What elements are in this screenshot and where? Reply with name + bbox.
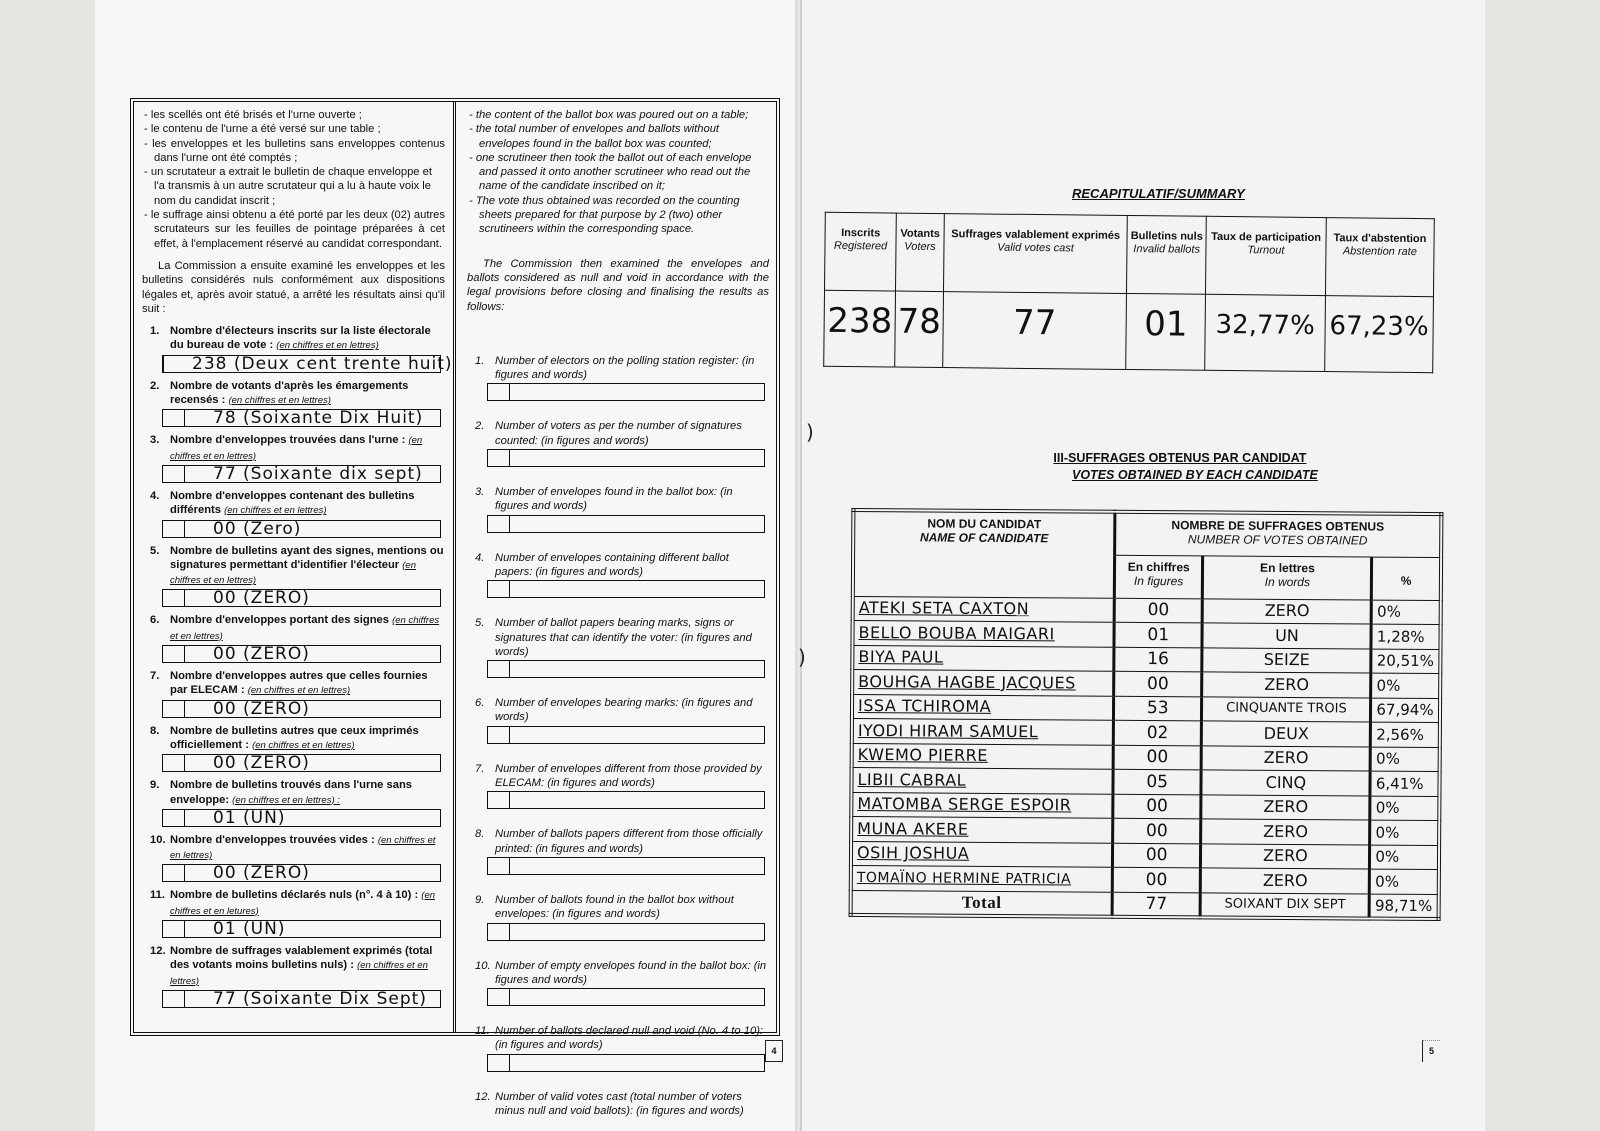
item-label: Number of envelopes found in the ballot box: (in figures and words)	[495, 486, 733, 513]
handwritten-answer: 238 (Deux cent trente huit)	[192, 353, 453, 374]
value-voters: 78	[895, 291, 944, 367]
votes-figures: 00	[1113, 818, 1202, 843]
header-turnout: Taux de participation Turnout	[1206, 216, 1326, 295]
item-label: Number of envelopes containing different ballot papers: (in figures and words)	[495, 551, 729, 578]
answer-field[interactable]	[487, 660, 765, 678]
votes-figures: 00	[1114, 598, 1203, 623]
form-item-2	[467, 419, 769, 467]
handwritten-answer: 78 (Soixante Dix Huit)	[213, 408, 424, 429]
form-item-4	[142, 489, 445, 538]
item-label: Number of envelopes different from those provided by ELECAM: (in figures and words)	[495, 762, 762, 790]
form-item-6	[467, 696, 769, 744]
votes-percent: 67,94%	[1371, 698, 1440, 723]
answer-box	[163, 410, 185, 426]
item-number: 12.	[475, 1090, 491, 1103]
item-number: 11.	[150, 889, 165, 902]
answer-field[interactable]	[487, 726, 765, 744]
votes-figures: 53	[1113, 696, 1202, 721]
form-item-11	[142, 888, 445, 938]
item-label: Number of ballots declared null and void (No. 4 to 10): (in figures and words)	[495, 1025, 764, 1052]
item-label: Nombre de suffrages valablement exprimés (total des votants moins bulletins nuls) : (en chiffres et en lettres)	[170, 944, 433, 987]
item-number: 7.	[475, 762, 485, 775]
item-label: Nombre de bulletins trouvés dans l'urne sans enveloppe: (en chiffres et en lettres) :	[170, 779, 413, 806]
item-number: 3.	[150, 434, 160, 447]
answer-field[interactable]	[162, 754, 441, 772]
commission-paragraph: The Commission then examined the envelopes and ballots considered as null and void in accordance with the legal provisions before closing and finalising the results as follows:	[467, 257, 769, 313]
form-item-2	[142, 379, 445, 428]
handwritten-answer: 00 (ZERO)	[213, 863, 310, 884]
votes-words: ZERO	[1202, 745, 1371, 771]
answer-box	[488, 924, 510, 940]
handwritten-answer: 01 (UN)	[213, 807, 286, 828]
votes-words: CINQUANTE TROIS	[1202, 696, 1371, 722]
header-votes-obtained: NOMBRE DE SUFFRAGES OBTENUS NUMBER OF VOTES OBTAINED	[1115, 512, 1442, 558]
document-spread	[95, 0, 1485, 1131]
votes-words: ZERO	[1203, 598, 1372, 624]
margin-mark: )	[798, 645, 806, 669]
item-number: 11.	[475, 1025, 490, 1038]
answer-box	[488, 384, 510, 400]
results-form-frame	[130, 98, 780, 1117]
handwritten-answer: 00 (Zero)	[213, 518, 302, 539]
form-item-1	[142, 324, 453, 374]
empty-answer	[510, 581, 764, 597]
total-figures: 77	[1112, 892, 1201, 917]
answer-box	[488, 516, 510, 532]
answer-box	[163, 991, 185, 1007]
item-label: Nombre d'enveloppes trouvées dans l'urne : (en chiffres et en lettres)	[170, 434, 423, 462]
procedure-step: - les scellés ont été brisés et l'urne ouverte ;	[142, 108, 445, 122]
item-number: 9.	[150, 779, 160, 792]
votes-words: DEUX	[1202, 721, 1371, 747]
item-label: Nombre de bulletins déclarés nuls (n°. 4 à 10) : (en chiffres et en letures)	[170, 889, 436, 917]
total-label: Total	[851, 890, 1113, 916]
answer-box	[488, 792, 510, 808]
left-page	[95, 0, 800, 1131]
answer-box	[163, 646, 185, 662]
total-words: SOIXANT DIX SEPT	[1201, 892, 1370, 918]
item-label: Number of ballots found in the ballot box without envelopes: (in figures and words)	[495, 893, 734, 921]
item-label: Nombre d'enveloppes portant des signes (en chiffres et en lettres)	[170, 614, 440, 642]
form-item-3	[142, 433, 445, 483]
votes-figures: 01	[1114, 622, 1203, 647]
value-turnout: 32,77%	[1205, 294, 1325, 371]
form-item-1	[467, 354, 769, 402]
votes-percent: 2,56%	[1371, 722, 1440, 747]
form-item-7	[467, 762, 769, 810]
answer-box	[488, 858, 510, 874]
header-registered: Inscrits Registered	[825, 212, 897, 291]
value-invalid-ballots: 01	[1126, 293, 1206, 370]
answer-field[interactable]	[487, 857, 765, 875]
empty-answer	[510, 450, 764, 466]
candidate-name: BELLO BOUBA MAIGARI	[852, 620, 1114, 646]
votes-words: ZERO	[1201, 843, 1370, 869]
item-label: Nombre de bulletins autres que ceux imprimés officiellement : (en chiffres et en lettres)	[170, 724, 419, 751]
candidate-name: MUNA AKERE	[851, 816, 1113, 842]
candidate-name: BIYA PAUL	[852, 645, 1114, 671]
answer-field[interactable]	[162, 700, 441, 718]
header-invalid-ballots: Bulletins nuls Invalid ballots	[1127, 215, 1207, 294]
answer-field[interactable]	[162, 864, 441, 882]
answer-box	[488, 1055, 510, 1071]
form-item-11	[467, 1024, 769, 1072]
answer-box	[488, 450, 510, 466]
item-number: 9.	[475, 893, 485, 906]
item-number: 12.	[150, 944, 166, 957]
procedure-step: - The vote thus obtained was recorded on the counting sheets prepared for that purpose by 2 (two) other scrutineers within the corresponding space.	[467, 194, 769, 237]
empty-answer	[510, 727, 764, 743]
candidate-name: ISSA TCHIROMA	[852, 694, 1114, 720]
item-number: 10.	[150, 833, 166, 846]
procedure-step: - les enveloppes et les bulletins sans enveloppes contenus dans l'urne ont été comptés ;	[142, 137, 445, 166]
answer-field[interactable]	[487, 791, 765, 809]
votes-figures: 02	[1113, 720, 1202, 745]
votes-percent: 6,41%	[1370, 771, 1439, 796]
answer-field[interactable]	[162, 809, 441, 827]
item-number: 6.	[475, 697, 485, 710]
empty-answer	[510, 1055, 764, 1071]
item-label: Number of electors on the polling station register: (in figures and words)	[495, 354, 755, 382]
item-number: 1.	[475, 354, 485, 367]
empty-answer	[510, 858, 764, 874]
answer-box	[163, 921, 185, 937]
votes-percent: 0%	[1370, 845, 1439, 870]
form-item-3	[467, 485, 769, 533]
procedure-step: - the total number of envelopes and ballots without envelopes found in the ballot box was counted;	[467, 122, 769, 151]
answer-field[interactable]	[487, 383, 765, 401]
votes-words: ZERO	[1201, 819, 1370, 845]
header-abstention: Taux d'abstention Abstention rate	[1325, 218, 1434, 297]
votes-percent: 0%	[1370, 869, 1439, 894]
form-item-12	[142, 944, 445, 1008]
item-label: Number of envelopes bearing marks: (in figures and words)	[495, 697, 753, 724]
candidates-table	[849, 508, 1444, 921]
answer-box	[163, 590, 185, 606]
total-percent: 98,71%	[1369, 894, 1438, 919]
page-number: 4	[765, 1040, 783, 1062]
value-registered: 238	[824, 290, 896, 367]
candidate-name: MATOMBA SERGE ESPOIR	[851, 792, 1113, 818]
value-valid-votes: 77	[943, 292, 1127, 370]
answer-box	[163, 865, 185, 881]
item-number: 4.	[150, 489, 160, 502]
answer-field[interactable]	[487, 449, 765, 467]
empty-answer	[510, 516, 764, 532]
form-item-8	[142, 724, 445, 773]
votes-percent: 1,28%	[1371, 624, 1440, 649]
item-number: 7.	[150, 670, 160, 683]
answer-field[interactable]	[162, 645, 441, 663]
answer-field[interactable]	[162, 920, 441, 938]
empty-answer	[510, 661, 764, 677]
answer-field[interactable]	[487, 923, 765, 941]
item-number: 5.	[150, 544, 160, 557]
english-column	[459, 102, 777, 1117]
answer-field[interactable]	[162, 353, 453, 374]
form-item-9	[467, 893, 769, 941]
item-number: 1.	[150, 325, 160, 338]
header-in-words: En lettres In words	[1203, 556, 1372, 599]
item-label: Nombre de bulletins ayant des signes, mentions ou signatures permettant d'identifier l'électeur (en chiffres et en lettres)	[170, 544, 444, 587]
section-title: III-SUFFRAGES OBTENUS PAR CANDIDAT VOTES OBTAINED BY EACH CANDIDATE	[1053, 451, 1318, 482]
candidate-name: BOUHGA HAGBE JACQUES	[852, 669, 1114, 695]
french-items	[142, 324, 453, 1009]
form-item-10	[467, 959, 769, 1007]
handwritten-answer: 77 (Soixante Dix Sept)	[213, 988, 427, 1009]
handwritten-answer: 00 (ZERO)	[213, 698, 310, 719]
item-label: Number of empty envelopes found in the ballot box: (in figures and words)	[495, 959, 767, 986]
candidate-name: OSIH JOSHUA	[851, 841, 1113, 867]
form-item-9	[142, 778, 445, 827]
item-label: Nombre de votants d'après les émargements recensés : (en chiffres et en lettres)	[170, 379, 409, 407]
answer-box	[163, 466, 185, 482]
answer-box	[163, 521, 185, 537]
header-candidate-name: NOM DU CANDIDAT NAME OF CANDIDATE	[853, 510, 1115, 598]
answer-field[interactable]	[487, 580, 765, 598]
french-procedure-list	[142, 108, 445, 251]
english-items	[467, 354, 769, 1118]
header-percent: %	[1372, 558, 1441, 601]
header-in-figures: En chiffres In figures	[1114, 556, 1203, 599]
item-number: 2.	[150, 379, 160, 392]
summary-title: RECAPITULATIF/SUMMARY	[1072, 186, 1245, 201]
answer-field[interactable]	[487, 1054, 765, 1072]
answer-box	[163, 810, 185, 826]
form-item-12	[467, 1090, 769, 1119]
right-page	[800, 0, 1485, 1131]
item-number: 6.	[150, 614, 160, 627]
answer-box	[488, 661, 510, 677]
votes-words: ZERO	[1201, 794, 1370, 820]
header-voters: Votants Voters	[896, 213, 945, 291]
item-label: Nombre d'enveloppes trouvées vides : (en chiffres et en lettres)	[170, 833, 436, 862]
handwritten-answer: 00 (ZERO)	[213, 588, 310, 609]
votes-words: SEIZE	[1202, 647, 1371, 673]
answer-field[interactable]	[162, 520, 441, 538]
votes-figures: 00	[1113, 745, 1202, 770]
votes-percent: 0%	[1371, 673, 1440, 698]
english-procedure-list	[467, 108, 769, 237]
answer-field[interactable]	[162, 990, 441, 1008]
item-number: 3.	[475, 486, 485, 499]
answer-field[interactable]	[162, 409, 441, 427]
procedure-step: - one scrutineer then took the ballot out of each envelope and passed it onto another scrutineer who read out the name of the candidate inscribed on it;	[467, 151, 769, 194]
summary-table	[823, 212, 1435, 373]
votes-words: ZERO	[1201, 868, 1370, 894]
form-item-8	[467, 827, 769, 875]
handwritten-answer: 01 (UN)	[213, 918, 286, 939]
answer-field[interactable]	[162, 465, 441, 483]
item-number: 10.	[475, 959, 491, 972]
answer-box	[488, 989, 510, 1005]
form-item-5	[142, 544, 445, 608]
votes-words: CINQ	[1201, 770, 1370, 796]
votes-words: UN	[1202, 623, 1371, 649]
empty-answer	[510, 384, 764, 400]
votes-percent: 0%	[1370, 747, 1439, 772]
handwritten-answer: 00 (ZERO)	[213, 644, 310, 665]
answer-box	[163, 701, 185, 717]
item-label: Nombre d'électeurs inscrits sur la liste électorale du bureau de vote : (en chiffres et en lettres)	[170, 325, 431, 352]
french-column	[134, 102, 456, 1032]
votes-percent: 0%	[1370, 820, 1439, 845]
votes-figures: 05	[1113, 769, 1202, 794]
candidate-name: KWEMO PIERRE	[852, 743, 1114, 769]
total-row	[851, 890, 1439, 919]
commission-paragraph: La Commission a ensuite examiné les enveloppes et les bulletins considérés nuls conformément aux dispositions légales et, après avoir statué, a arrêté les résultats ainsi qu'il suit :	[142, 259, 445, 315]
procedure-step: - le contenu de l'urne a été versé sur une table ;	[142, 122, 445, 136]
votes-figures: 00	[1112, 843, 1201, 868]
answer-box	[163, 755, 185, 771]
votes-figures: 00	[1114, 671, 1203, 696]
item-label: Number of valid votes cast (total number of voters minus null and void ballots): (in figures and words)	[495, 1090, 744, 1117]
item-number: 4.	[475, 551, 485, 564]
answer-box	[488, 581, 510, 597]
procedure-step: - un scrutateur a extrait le bulletin de chaque enveloppe et l'a transmis à un autre scrutateur qui a lu à haute voix le nom du candidat inscrit ;	[142, 165, 445, 208]
form-item-10	[142, 833, 445, 883]
item-label: Number of voters as per the number of signatures counted: (in figures and words)	[495, 420, 742, 447]
candidate-name: TOMAÏNO HERMINE PATRICIA	[851, 865, 1113, 891]
votes-percent: 0%	[1372, 600, 1441, 625]
answer-box	[488, 727, 510, 743]
votes-words: ZERO	[1202, 672, 1371, 698]
answer-field[interactable]	[162, 589, 441, 607]
page-number: 5	[1422, 1040, 1440, 1062]
answer-field[interactable]	[487, 988, 765, 1006]
candidate-name: ATEKI SETA CAXTON	[853, 596, 1115, 622]
value-abstention: 67,23%	[1325, 296, 1434, 373]
header-valid-votes: Suffrages valablement exprimés Valid votes cast	[943, 214, 1127, 294]
votes-figures: 16	[1114, 647, 1203, 672]
votes-figures: 00	[1113, 794, 1202, 819]
votes-percent: 20,51%	[1371, 649, 1440, 674]
item-label: Nombre d'enveloppes contenant des bulletins différents (en chiffres et en lettres)	[170, 489, 415, 517]
form-item-4	[467, 551, 769, 599]
form-item-7	[142, 669, 445, 718]
margin-mark: )	[806, 420, 814, 444]
item-label: Number of ballots papers different from those officially printed: (in figures and words)	[495, 828, 763, 855]
item-number: 8.	[150, 724, 160, 737]
procedure-step: - le suffrage ainsi obtenu a été porté par les deux (02) autres scrutateurs sur les feuilles de pointage préparées à cet effet, à l'emplacement réservé au candidat correspondant.	[142, 208, 445, 251]
form-item-5	[467, 616, 769, 678]
item-number: 8.	[475, 828, 485, 841]
answer-field[interactable]	[487, 515, 765, 533]
form-item-6	[142, 613, 445, 663]
candidate-name: LIBII CABRAL	[851, 767, 1113, 793]
procedure-step: - the content of the ballot box was poured out on a table;	[467, 108, 769, 122]
handwritten-answer: 00 (ZERO)	[213, 753, 310, 774]
empty-answer	[510, 792, 764, 808]
votes-percent: 0%	[1370, 796, 1439, 821]
item-label: Nombre d'enveloppes autres que celles fournies par ELECAM : (en chiffres et en lettres)	[170, 670, 428, 697]
item-number: 2.	[475, 420, 485, 433]
empty-answer	[510, 989, 764, 1005]
empty-answer	[510, 924, 764, 940]
candidate-name: IYODI HIRAM SAMUEL	[852, 718, 1114, 744]
item-number: 5.	[475, 617, 485, 630]
item-label: Number of ballot papers bearing marks, signs or signatures that can identify the voter: (in figures and words)	[495, 617, 752, 658]
votes-figures: 00	[1112, 867, 1201, 892]
handwritten-answer: 77 (Soixante dix sept)	[213, 463, 423, 484]
